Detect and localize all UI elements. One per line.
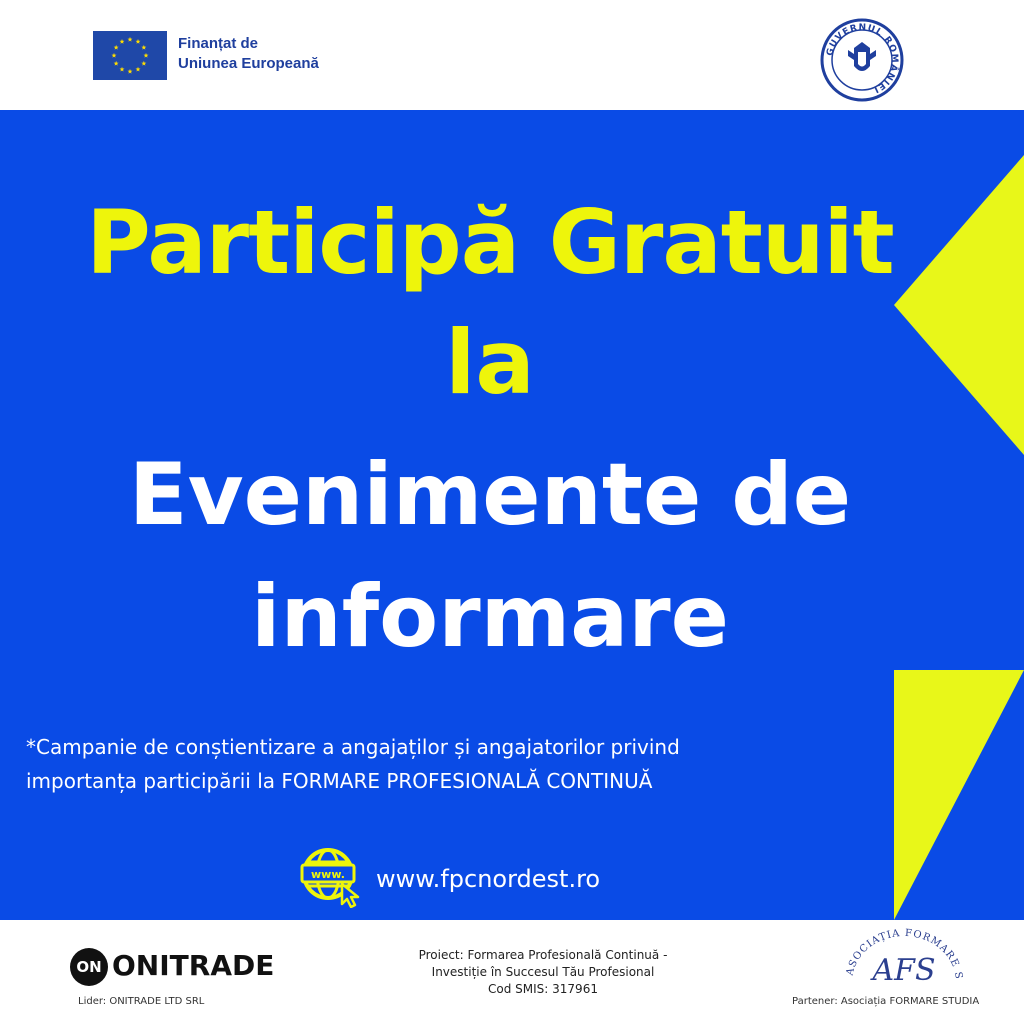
project-info — [378, 947, 708, 998]
afs-arc-text: ASOCIAȚIA FORMARE S — [844, 927, 965, 981]
project-line-2: Investiție în Succesul Tău Profesional — [431, 965, 655, 979]
footer — [0, 920, 1024, 1024]
afs-letters: AFS — [872, 953, 936, 988]
description-line-1: *Campanie de conștientizare a angajaților și angajatorilor privind — [26, 735, 680, 759]
romanian-government-seal-icon — [820, 18, 904, 102]
hero-panel — [0, 110, 1024, 920]
eu-line-2: Uniunea Europeană — [178, 55, 319, 72]
website-link[interactable]: www.fpcnordest.ro — [376, 865, 601, 893]
eu-line-1: Finanțat de — [178, 35, 259, 52]
afs-logo-icon — [834, 924, 974, 992]
partner-label: Partener: Asociația FORMARE STUDIA — [792, 996, 980, 1007]
description-line-2: importanța participării la FORMARE PROFESIONALĂ CONTINUĂ — [26, 769, 653, 793]
hero-line-3: Evenimente de — [128, 445, 852, 545]
onitrade-name: ONITRADE — [112, 949, 275, 982]
onitrade-logo-icon: ON — [70, 948, 108, 986]
gov-seal-text: GUVERNUL ROMÂNIEI — [825, 22, 900, 95]
yellow-triangle-bottom — [894, 670, 1024, 920]
globe-www-icon — [300, 846, 362, 908]
hero-line-2: la — [445, 311, 535, 414]
campaign-description — [26, 730, 906, 798]
header — [0, 0, 1024, 110]
hero-line-1: Participă Gratuit — [86, 191, 894, 294]
project-line-1: Proiect: Formarea Profesională Continuă - — [418, 948, 668, 962]
project-line-3: Cod SMIS: 317961 — [488, 982, 598, 996]
www-icon-text: www. — [311, 868, 345, 881]
eu-funding-text — [178, 34, 319, 74]
leader-label: Lider: ONITRADE LTD SRL — [78, 996, 205, 1007]
eu-flag-icon — [93, 31, 167, 80]
hero-line-4: informare — [251, 567, 729, 667]
